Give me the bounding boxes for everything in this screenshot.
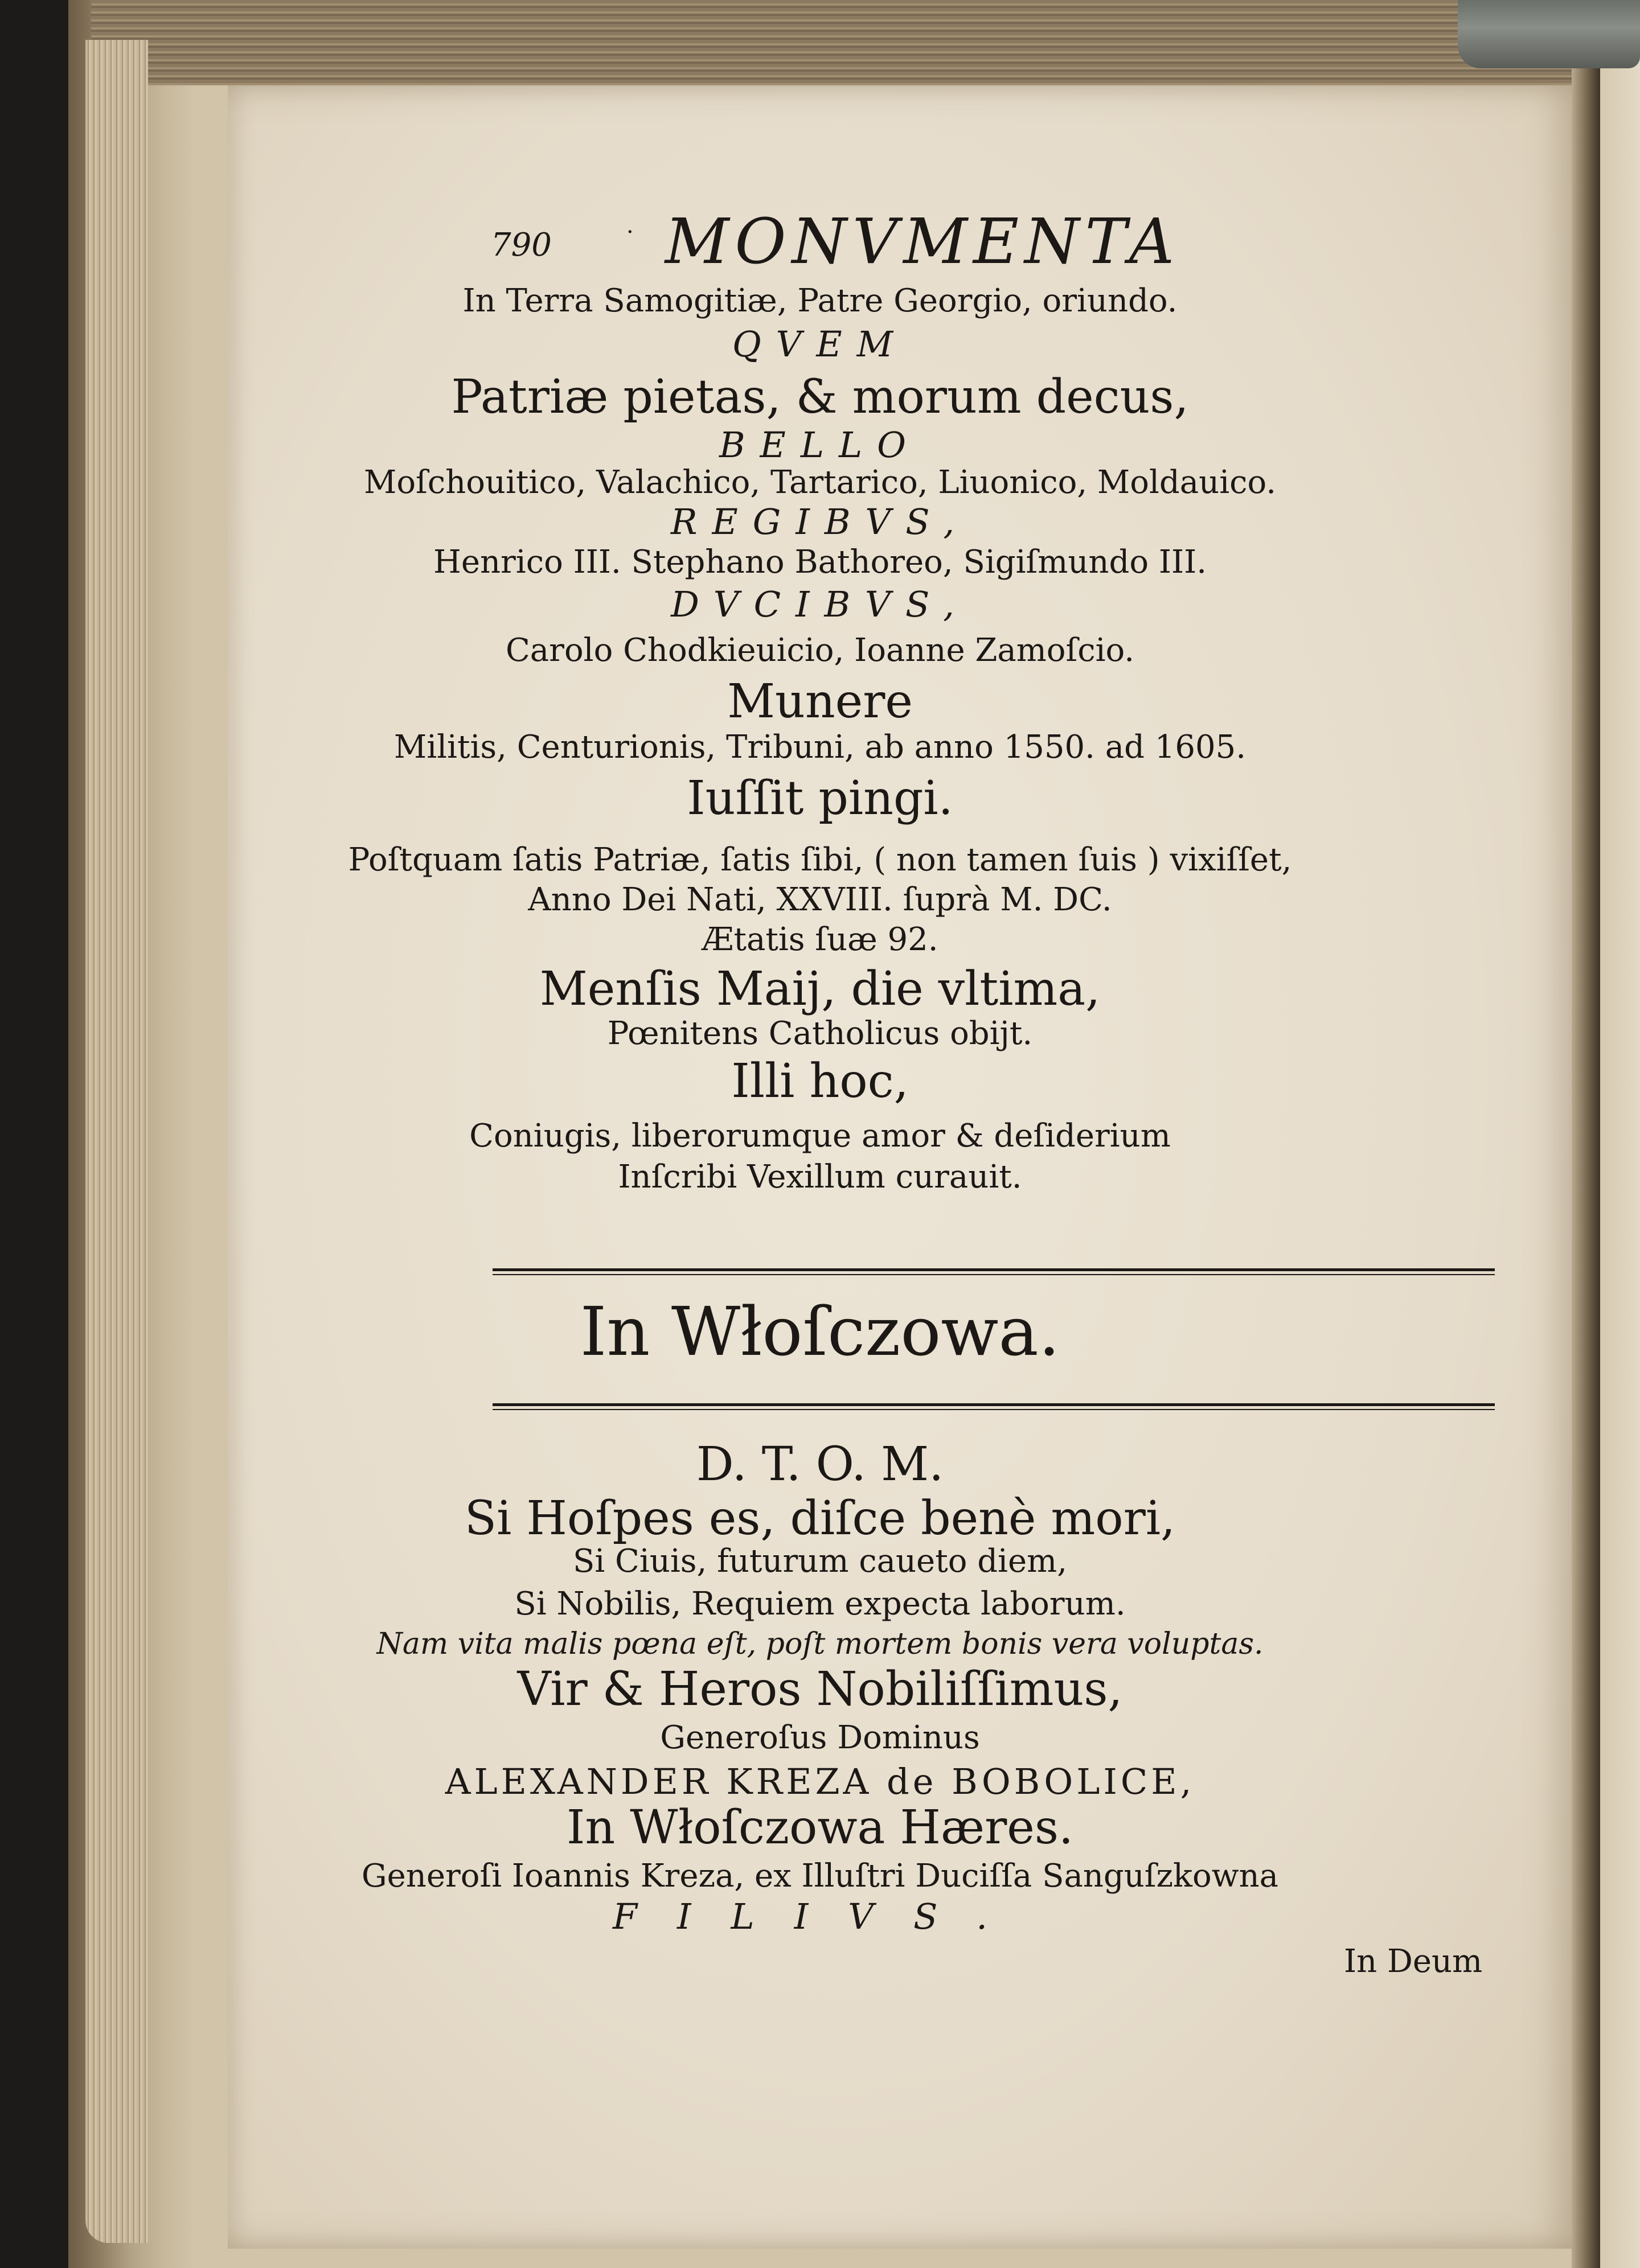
bottom-rule [493,1403,1495,1406]
text-line: Carolo Chodkieuicio, Ioanne Zamoſcio. [505,632,1135,669]
text-line: Menſis Maij, die vltima, [539,962,1101,1016]
text-line: Anno Dei Nati, XXVIII. ſuprà M. DC. [528,881,1112,918]
text-line: Generoſi Ioannis Kreza, ex Illuſtri Duciſſa Sanguſzkowna [361,1858,1279,1895]
text-line: ALEXANDER KREZA de BOBOLICE, [445,1761,1195,1802]
text-line: Nam vita malis pœna eſt, poſt mortem bonis vera voluptas. [376,1627,1264,1661]
text-line: Generoſus Dominus [660,1719,980,1756]
text-line: Poſtquam ſatis Patriæ, ſatis ſibi, ( non tamen ſuis ) vixiſſet, [348,841,1292,878]
text-line: In Terra Samogitiæ, Patre Georgio, oriundo. [462,282,1178,319]
text-line: Munere [727,675,913,729]
text-line: D. T. O. M. [696,1437,944,1492]
catchword: In Deum [1344,1943,1483,1980]
page-number: 790 [491,227,552,264]
text-line: Si Ciuis, futurum caueto diem, [572,1543,1068,1580]
running-head: MONVMENTA [665,205,1180,278]
text-line: Patriæ pietas, & morum decus, [451,370,1189,424]
text-line: REGIBVS, [670,501,970,543]
text-line: BELLO [719,424,921,466]
text-line: In Włoſczowa Hæres. [567,1801,1073,1855]
text-line: Ætatis ſuæ 92. [702,921,938,958]
ornament-dot: · [626,219,634,245]
text-line: Si Hoſpes es, diſce benè mori, [464,1492,1176,1546]
text-line: Vir & Heros Nobiliſſimus, [517,1662,1123,1716]
text-line: Inſcribi Vexillum curauit. [618,1158,1022,1195]
text-line: Coniugis, liberorumque amor & deſiderium [469,1117,1171,1154]
text-line: Si Nobilis, Requiem expecta laborum. [514,1585,1126,1622]
text-line: Illi hoc, [731,1054,909,1108]
bottom-rule-thin [493,1409,1495,1410]
text-line: Iuſſit pingi. [687,771,953,825]
top-rule [493,1268,1495,1271]
text-line: QVEM [732,323,908,365]
text-line: Pœnitens Catholicus obijt. [607,1015,1033,1052]
section-heading: In Włoſczowa. [580,1292,1060,1371]
text-line: Henrico III. Stephano Bathoreo, Sigiſmundo III. [433,544,1207,581]
text-line: Militis, Centurionis, Tribuni, ab anno 1550. ad 1605. [393,729,1247,766]
top-rule-thin [493,1274,1495,1275]
text-line: Moſchouitico, Valachico, Tartarico, Liuonico, Moldauico. [363,464,1276,501]
text-line: FILIVS. [613,1896,1027,1937]
text-line: DVCIBVS, [671,584,969,625]
